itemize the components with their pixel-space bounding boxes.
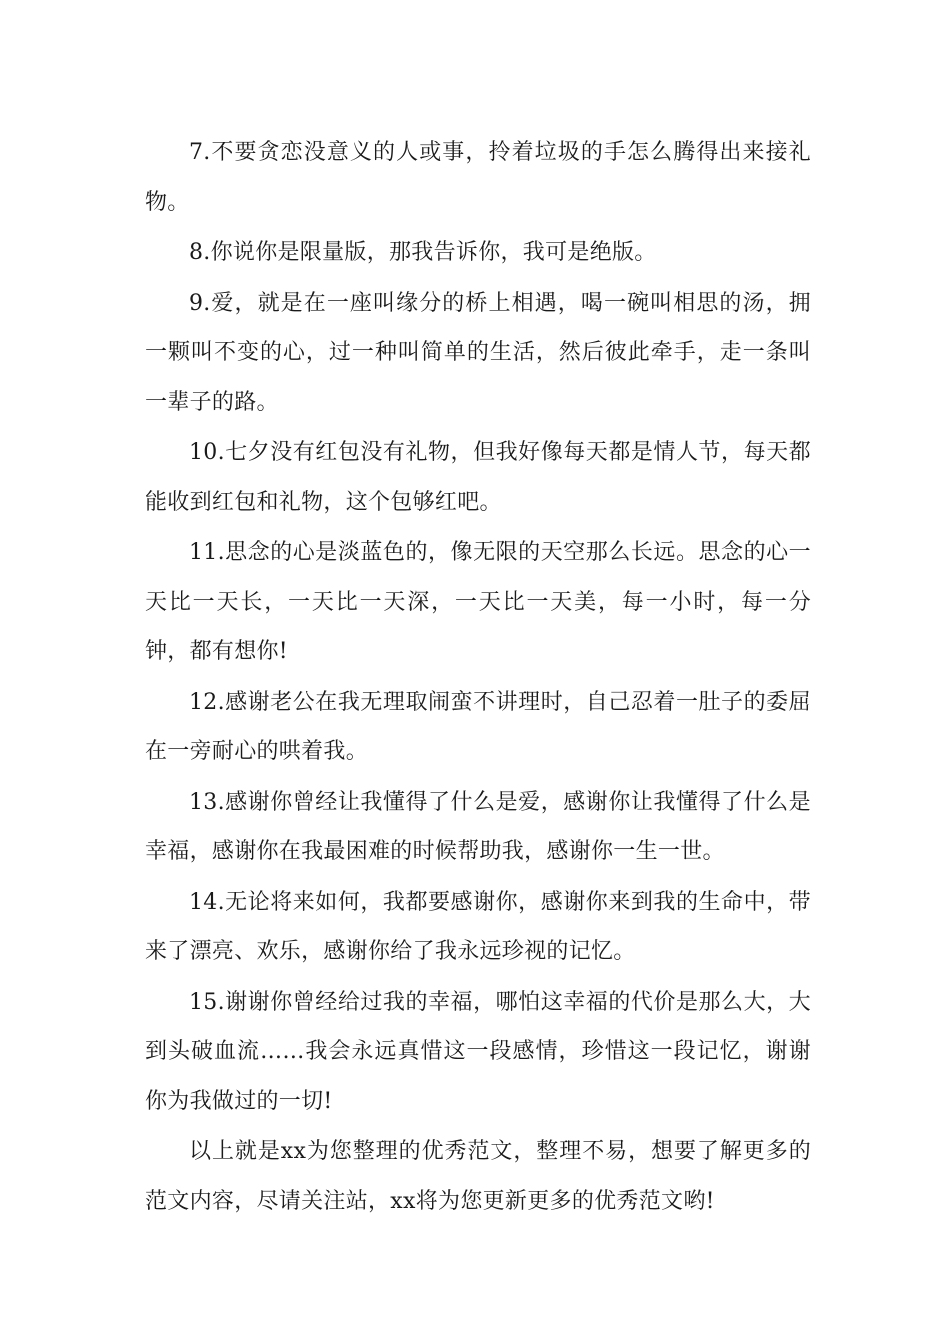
paragraph-item-10: 10.七夕没有红包没有礼物，但我好像每天都是情人节，每天都能收到红包和礼物，这个包够红吧。 [145, 440, 811, 515]
paragraph-item-9: 9.爱，就是在一座叫缘分的桥上相遇，喝一碗叫相思的汤，拥一颗叫不变的心，过一种叫简单的生活，然后彼此牵手，走一条叫一辈子的路。 [145, 290, 811, 415]
paragraph-item-11: 11.思念的心是淡蓝色的，像无限的天空那么长远。思念的心一天比一天长，一天比一天深，一天比一天美，每一小时，每一分钟，都有想你! [145, 540, 811, 664]
paragraph-item-15: 15.谢谢你曾经给过我的幸福，哪怕这幸福的代价是那么大，大到头破血流……我会永远真惜这一段感情，珍惜这一段记忆，谢谢你为我做过的一切! [145, 989, 811, 1114]
paragraph-item-8: 8.你说你是限量版，那我告诉你，我可是绝版。 [189, 240, 657, 265]
closing-paragraph: 以上就是xx为您整理的优秀范文，整理不易，想要了解更多的范文内容，尽请关注站，xx将为您更新更多的优秀范文哟! [145, 1139, 811, 1214]
paragraph-item-14: 14.无论将来如何，我都要感谢你，感谢你来到我的生命中，带来了漂亮、欢乐，感谢你给了我永远珍视的记忆。 [145, 889, 811, 964]
paragraph-item-13: 13.感谢你曾经让我懂得了什么是爱，感谢你让我懂得了什么是幸福，感谢你在我最困难的时候帮助我，感谢你一生一世。 [145, 789, 811, 864]
document-body [145, 128, 811, 1227]
paragraph-item-7: 7.不要贪恋没意义的人或事，拎着垃圾的手怎么腾得出来接礼物。 [145, 140, 811, 215]
paragraph-item-12: 12.感谢老公在我无理取闹蛮不讲理时，自己忍着一肚子的委屈在一旁耐心的哄着我。 [145, 689, 811, 764]
